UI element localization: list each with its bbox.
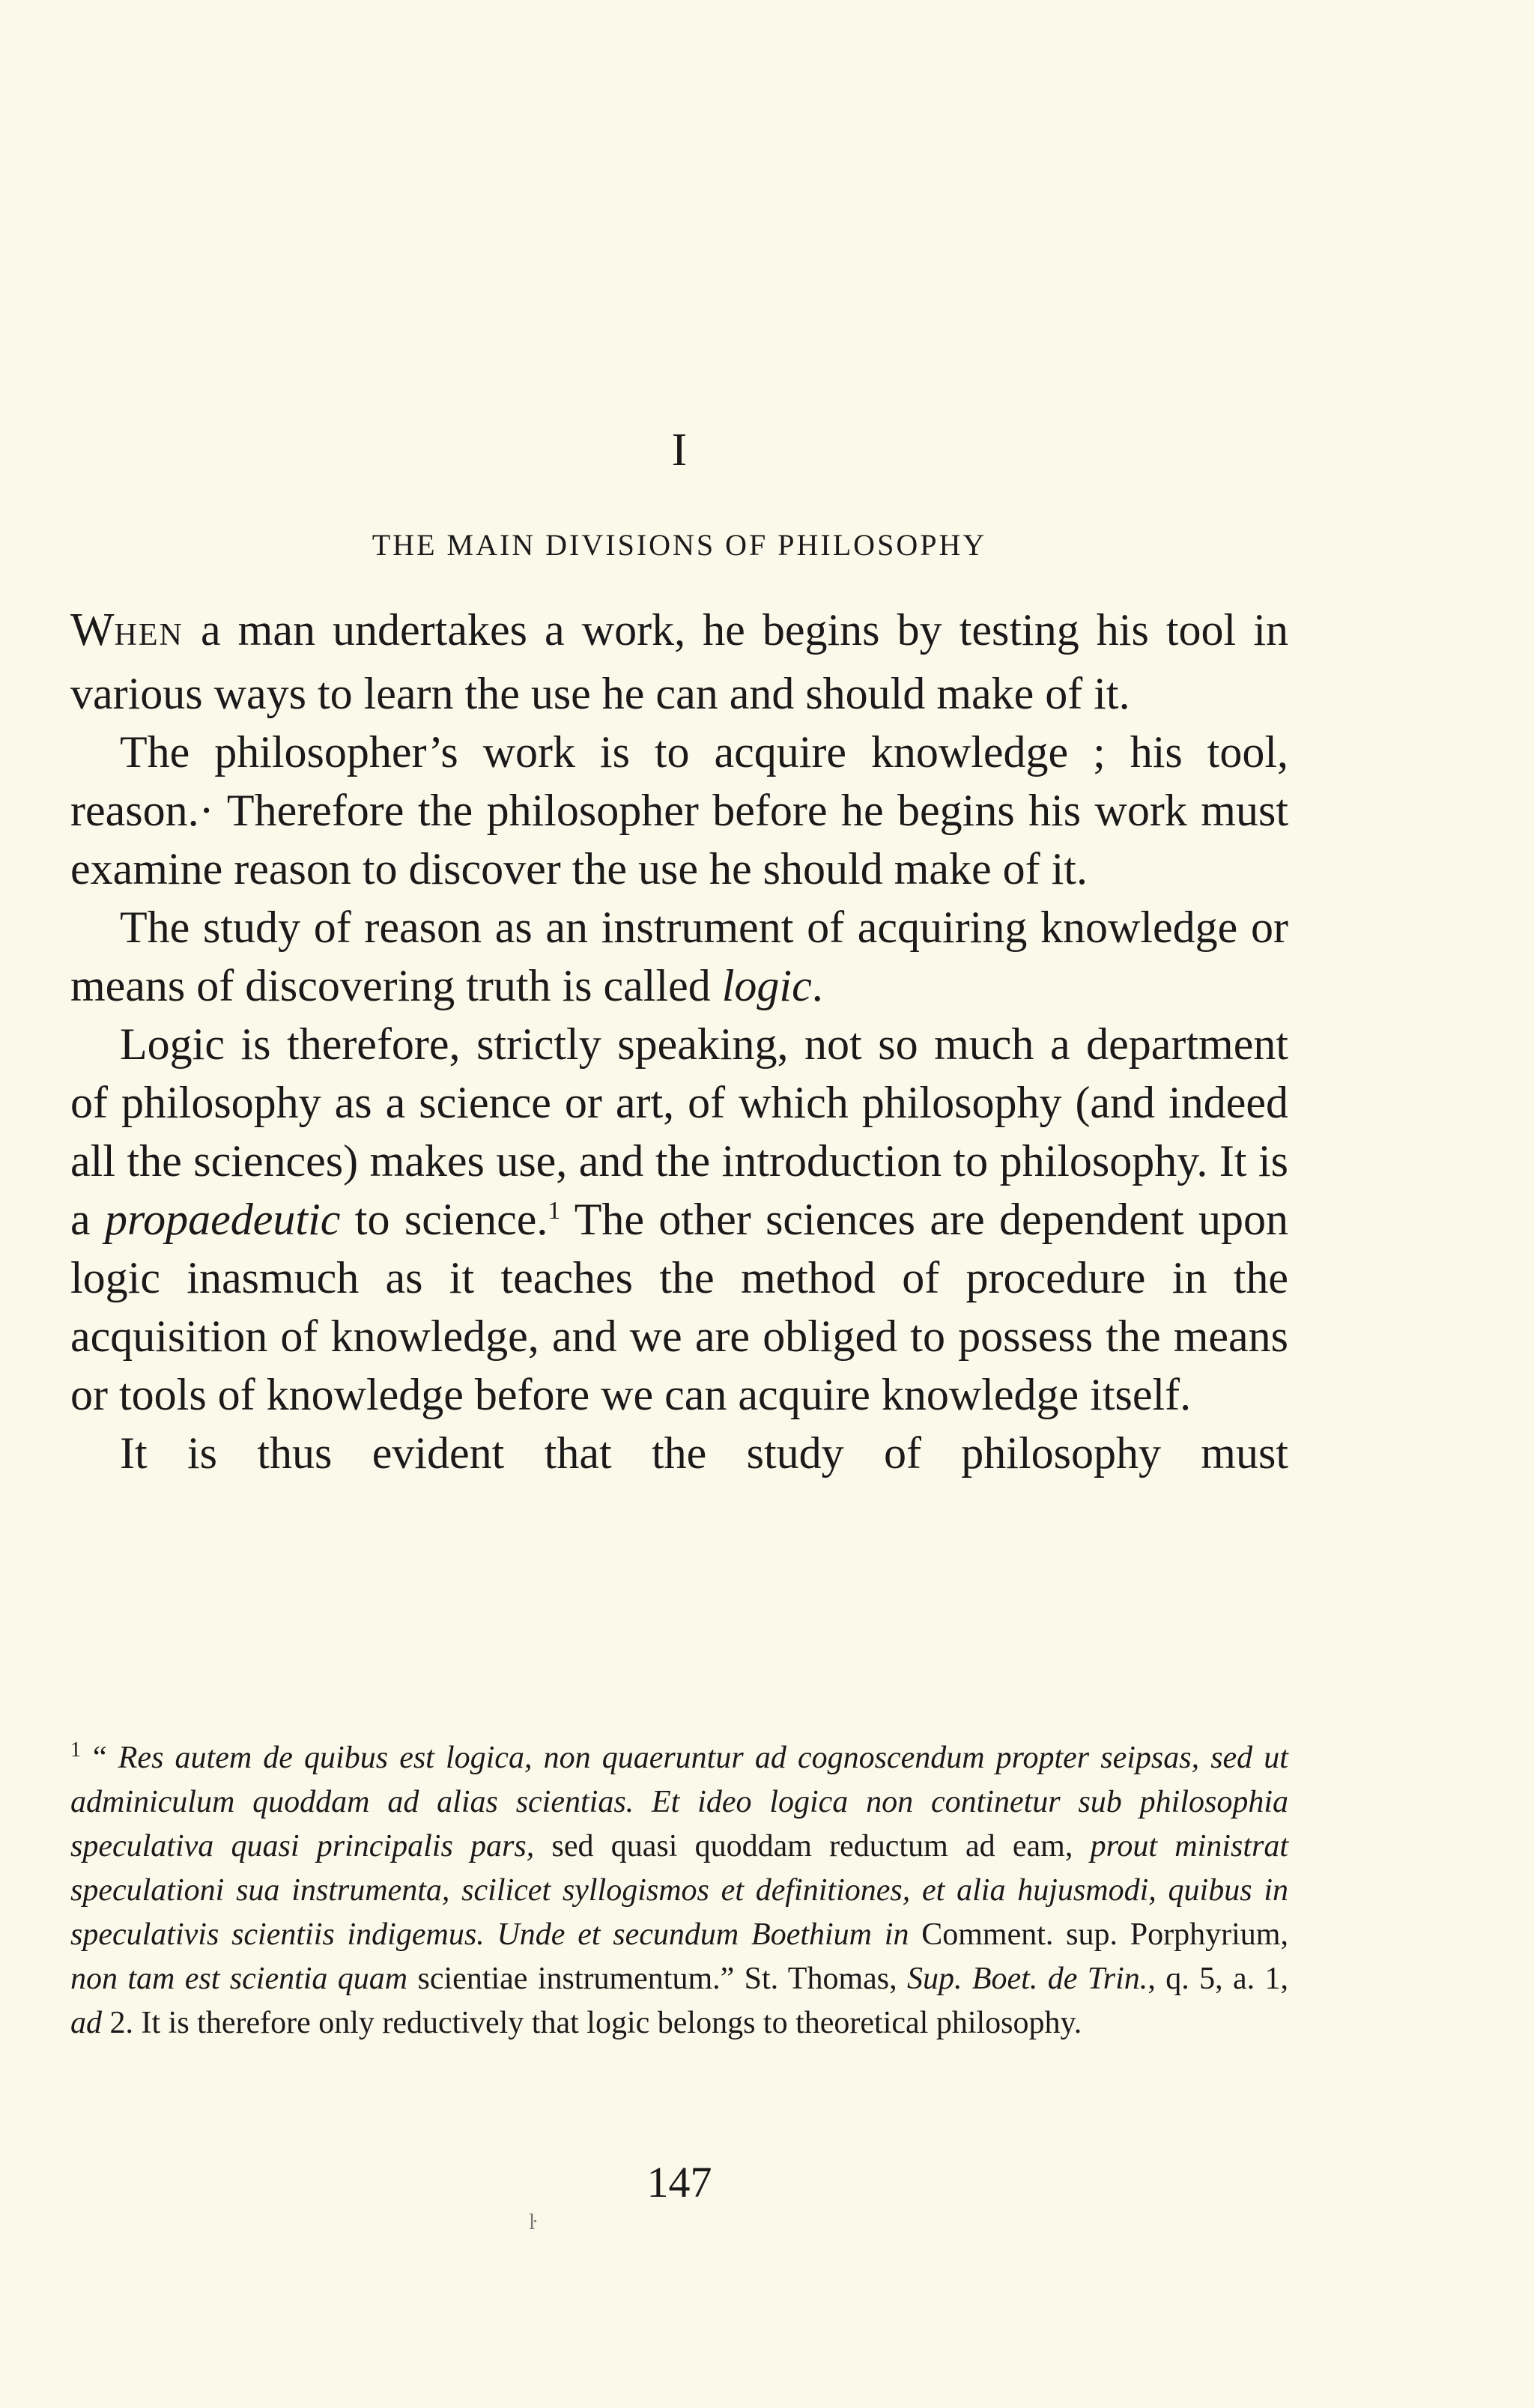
footnote-roman-1: sed quasi quoddam reductum ad eam,	[534, 1829, 1091, 1863]
book-page	[70, 0, 1288, 2408]
paragraph-3	[70, 898, 1288, 1015]
paragraph-4-italic: propaedeutic	[105, 1195, 341, 1244]
paragraph-2-text: The philosopher’s work is to acquire knowledge ; his tool, reason.· Therefore the philosopher before he begins his work must examine reason to discover the use he should make of it.	[70, 727, 1288, 894]
footnote-italic-2: prout ministrat speculationi sua instrumenta, scilicet syllogismos et definitiones, et alia hujusmodi, quibus in speculativis scientiis indigemus. Unde et secundum Boethium in	[70, 1829, 1289, 1952]
body-text	[70, 601, 1288, 1482]
paragraph-1	[70, 601, 1288, 723]
footnote-block	[70, 1736, 1288, 2045]
paragraph-4-text-2: to science.	[340, 1195, 548, 1244]
page-number: 147	[646, 2158, 712, 2207]
paragraph-3-italic: logic	[721, 961, 812, 1010]
footnote-italic-5: ad	[70, 2006, 102, 2040]
paragraph-4-text-3: The other sciences are dependent upon logic inasmuch as it teaches the method of procedure in the acquisition of knowledge, and we are obliged to possess the means or tools of knowledge before we can acquire knowledge itself.	[70, 1195, 1288, 1419]
footnote-roman-2: Comment. sup. Porphyrium,	[909, 1917, 1288, 1952]
paragraph-5	[70, 1424, 1288, 1482]
paragraph-1-text: a man undertakes a work, he begins by testing his tool in various ways to learn the use he can and should make of it.	[70, 605, 1288, 718]
footnote-1	[70, 1736, 1288, 2045]
chapter-number: I	[671, 425, 688, 476]
footnote-roman-5: 2. It is therefore only reductively that logic belongs to theoretical philosophy.	[102, 2006, 1082, 2040]
stray-mark: ŀ	[529, 2210, 537, 2234]
footnote-italic-4: Sup. Boet. de Trin.	[907, 1962, 1148, 1996]
paragraph-4	[70, 1015, 1288, 1424]
footnote-open-quote: “	[93, 1741, 118, 1775]
footnote-italic-3: non tam est scientia quam	[70, 1962, 408, 1996]
opening-smallcaps: HEN	[114, 618, 184, 652]
footnote-reference[interactable]: 1	[548, 1197, 561, 1225]
footnote-italic-1: Res autem de quibus est logica, non quaeruntur ad cognoscendum propter seipsas, sed ut adminiculum quoddam ad alias scientias. Et ideo logica non continetur sub philosophia speculativa quasi principalis pars,	[70, 1741, 1288, 1863]
paragraph-5-text: It is thus evident that the study of philosophy must	[120, 1428, 1288, 1478]
paragraph-2	[70, 723, 1288, 898]
drop-initial: W	[70, 604, 115, 655]
paragraph-4-text-1: Logic is therefore, strictly speaking, not so much a department of philosophy as a science or art, of which philosophy (and indeed all the sciences) makes use, and the introduction to philosophy. It is a	[70, 1019, 1288, 1244]
footnote-roman-4: , q. 5, a. 1,	[1148, 1962, 1288, 1996]
footnote-roman-3: scientiae instrumentum.” St. Thomas,	[407, 1962, 907, 1996]
paragraph-3-end: .	[811, 961, 823, 1010]
paragraph-3-text: The study of reason as an instrument of acquiring knowledge or means of discovering truth is called	[70, 903, 1288, 1010]
chapter-title	[70, 530, 1288, 560]
chapter-title-text: THE MAIN DIVISIONS OF PHILOSOPHY	[372, 528, 987, 562]
footnote-mark: 1	[70, 1738, 81, 1762]
